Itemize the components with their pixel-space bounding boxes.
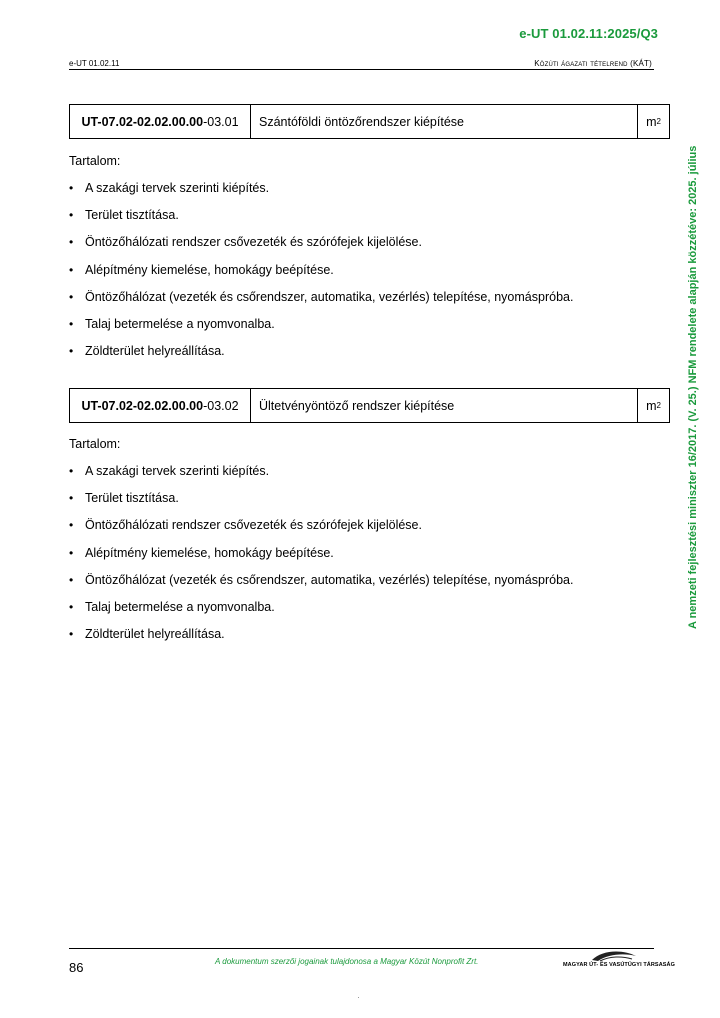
item-code-main: UT-07.02-02.02.00.00 bbox=[81, 114, 204, 129]
society-logo-icon bbox=[562, 950, 654, 972]
unit-base: m bbox=[646, 114, 657, 129]
header-rule bbox=[69, 69, 654, 70]
side-publication-note: A nemzeti fejlesztési miniszter 16/2017. (V. 25.) NFM rendelete alapján közzétéve: 2025. július bbox=[687, 145, 699, 629]
list-item-text: A szakági tervek szerinti kiépítés. bbox=[85, 464, 270, 478]
list-item bbox=[69, 235, 573, 262]
page-mark bbox=[358, 997, 359, 998]
bullet-icon: • bbox=[69, 545, 74, 560]
list-item bbox=[69, 573, 573, 600]
list-item bbox=[69, 518, 573, 545]
list-item-text: Terület tisztítása. bbox=[85, 208, 179, 223]
list-item bbox=[69, 464, 573, 491]
list-item bbox=[69, 491, 573, 518]
content-label: Tartalom: bbox=[69, 437, 121, 451]
list-item bbox=[69, 208, 573, 235]
bullet-icon: • bbox=[69, 627, 74, 642]
list-item-text: Öntözőhálózati rendszer csővezeték és szórófejek kijelölése. bbox=[85, 235, 422, 250]
logo-text: MAGYAR ÚT- ÉS VASÚTÜGYI TÁRSASÁG bbox=[563, 962, 675, 968]
item-code-main: UT-07.02-02.02.00.00 bbox=[81, 398, 204, 413]
item-unit: m 2 bbox=[646, 398, 661, 413]
list-item-text: Alépítmény kiemelése, homokágy beépítése. bbox=[85, 545, 334, 560]
item-code bbox=[70, 105, 251, 138]
bullet-icon: • bbox=[69, 181, 74, 195]
item-code bbox=[70, 389, 251, 422]
bullet-icon: • bbox=[69, 235, 74, 250]
copyright-note: A dokumentum szerzői jogainak tulajdonosa a Magyar Közút Nonprofit Zrt. bbox=[215, 957, 479, 966]
list-item-text: Talaj betermelése a nyomvonalba. bbox=[85, 316, 275, 331]
list-item-text: A szakági tervek szerinti kiépítés. bbox=[85, 181, 270, 195]
list-item-text: Öntözőhálózati rendszer csővezeték és szórófejek kijelölése. bbox=[85, 518, 422, 533]
header-left-code: e-UT 01.02.11 bbox=[69, 59, 120, 68]
bullet-icon: • bbox=[69, 344, 74, 359]
item-table-2 bbox=[69, 388, 670, 423]
bullet-icon: • bbox=[69, 262, 74, 277]
list-item-text: Zöldterület helyreállítása. bbox=[85, 344, 225, 359]
bullet-icon: • bbox=[69, 208, 74, 223]
content-label: Tartalom: bbox=[69, 154, 121, 168]
bullet-icon: • bbox=[69, 572, 74, 587]
bullet-icon: • bbox=[69, 464, 74, 478]
bullet-icon: • bbox=[69, 316, 74, 331]
item-title: Szántóföldi öntözőrendszer kiépítése bbox=[251, 105, 638, 138]
item-code-suffix: -03.01 bbox=[203, 114, 239, 129]
footer-rule bbox=[69, 948, 654, 949]
page-number: 86 bbox=[69, 960, 84, 975]
list-item-text: Öntözőhálózat (vezeték és csőrendszer, automatika, vezérlés) telepítése, nyomáspróba. bbox=[85, 289, 574, 304]
document-code: e-UT 01.02.11:2025/Q3 bbox=[519, 26, 658, 41]
item-code-suffix: -03.02 bbox=[203, 398, 239, 413]
bullet-icon: • bbox=[69, 491, 74, 506]
list-item bbox=[69, 627, 573, 654]
list-item-text: Terület tisztítása. bbox=[85, 491, 179, 506]
item-unit: m 2 bbox=[646, 114, 661, 129]
list-item bbox=[69, 546, 573, 573]
header-right-title: Közúti ágazati tételrend (KÁT) bbox=[534, 59, 652, 68]
item-table-1 bbox=[69, 104, 670, 139]
list-item bbox=[69, 263, 573, 290]
list-item-text: Alépítmény kiemelése, homokágy beépítése. bbox=[85, 262, 334, 277]
bullet-icon: • bbox=[69, 518, 74, 533]
content-list-2 bbox=[69, 464, 573, 654]
list-item bbox=[69, 600, 573, 627]
list-item bbox=[69, 181, 573, 208]
unit-base: m bbox=[646, 398, 657, 413]
bullet-icon: • bbox=[69, 599, 74, 614]
bullet-icon: • bbox=[69, 289, 74, 304]
list-item bbox=[69, 290, 573, 317]
list-item-text: Talaj betermelése a nyomvonalba. bbox=[85, 599, 275, 614]
list-item-text: Zöldterület helyreállítása. bbox=[85, 627, 225, 642]
item-title: Ültetvényöntöző rendszer kiépítése bbox=[251, 389, 638, 422]
list-item bbox=[69, 317, 573, 344]
content-list-1 bbox=[69, 181, 573, 371]
list-item bbox=[69, 344, 573, 371]
list-item-text: Öntözőhálózat (vezeték és csőrendszer, automatika, vezérlés) telepítése, nyomáspróba. bbox=[85, 572, 574, 587]
